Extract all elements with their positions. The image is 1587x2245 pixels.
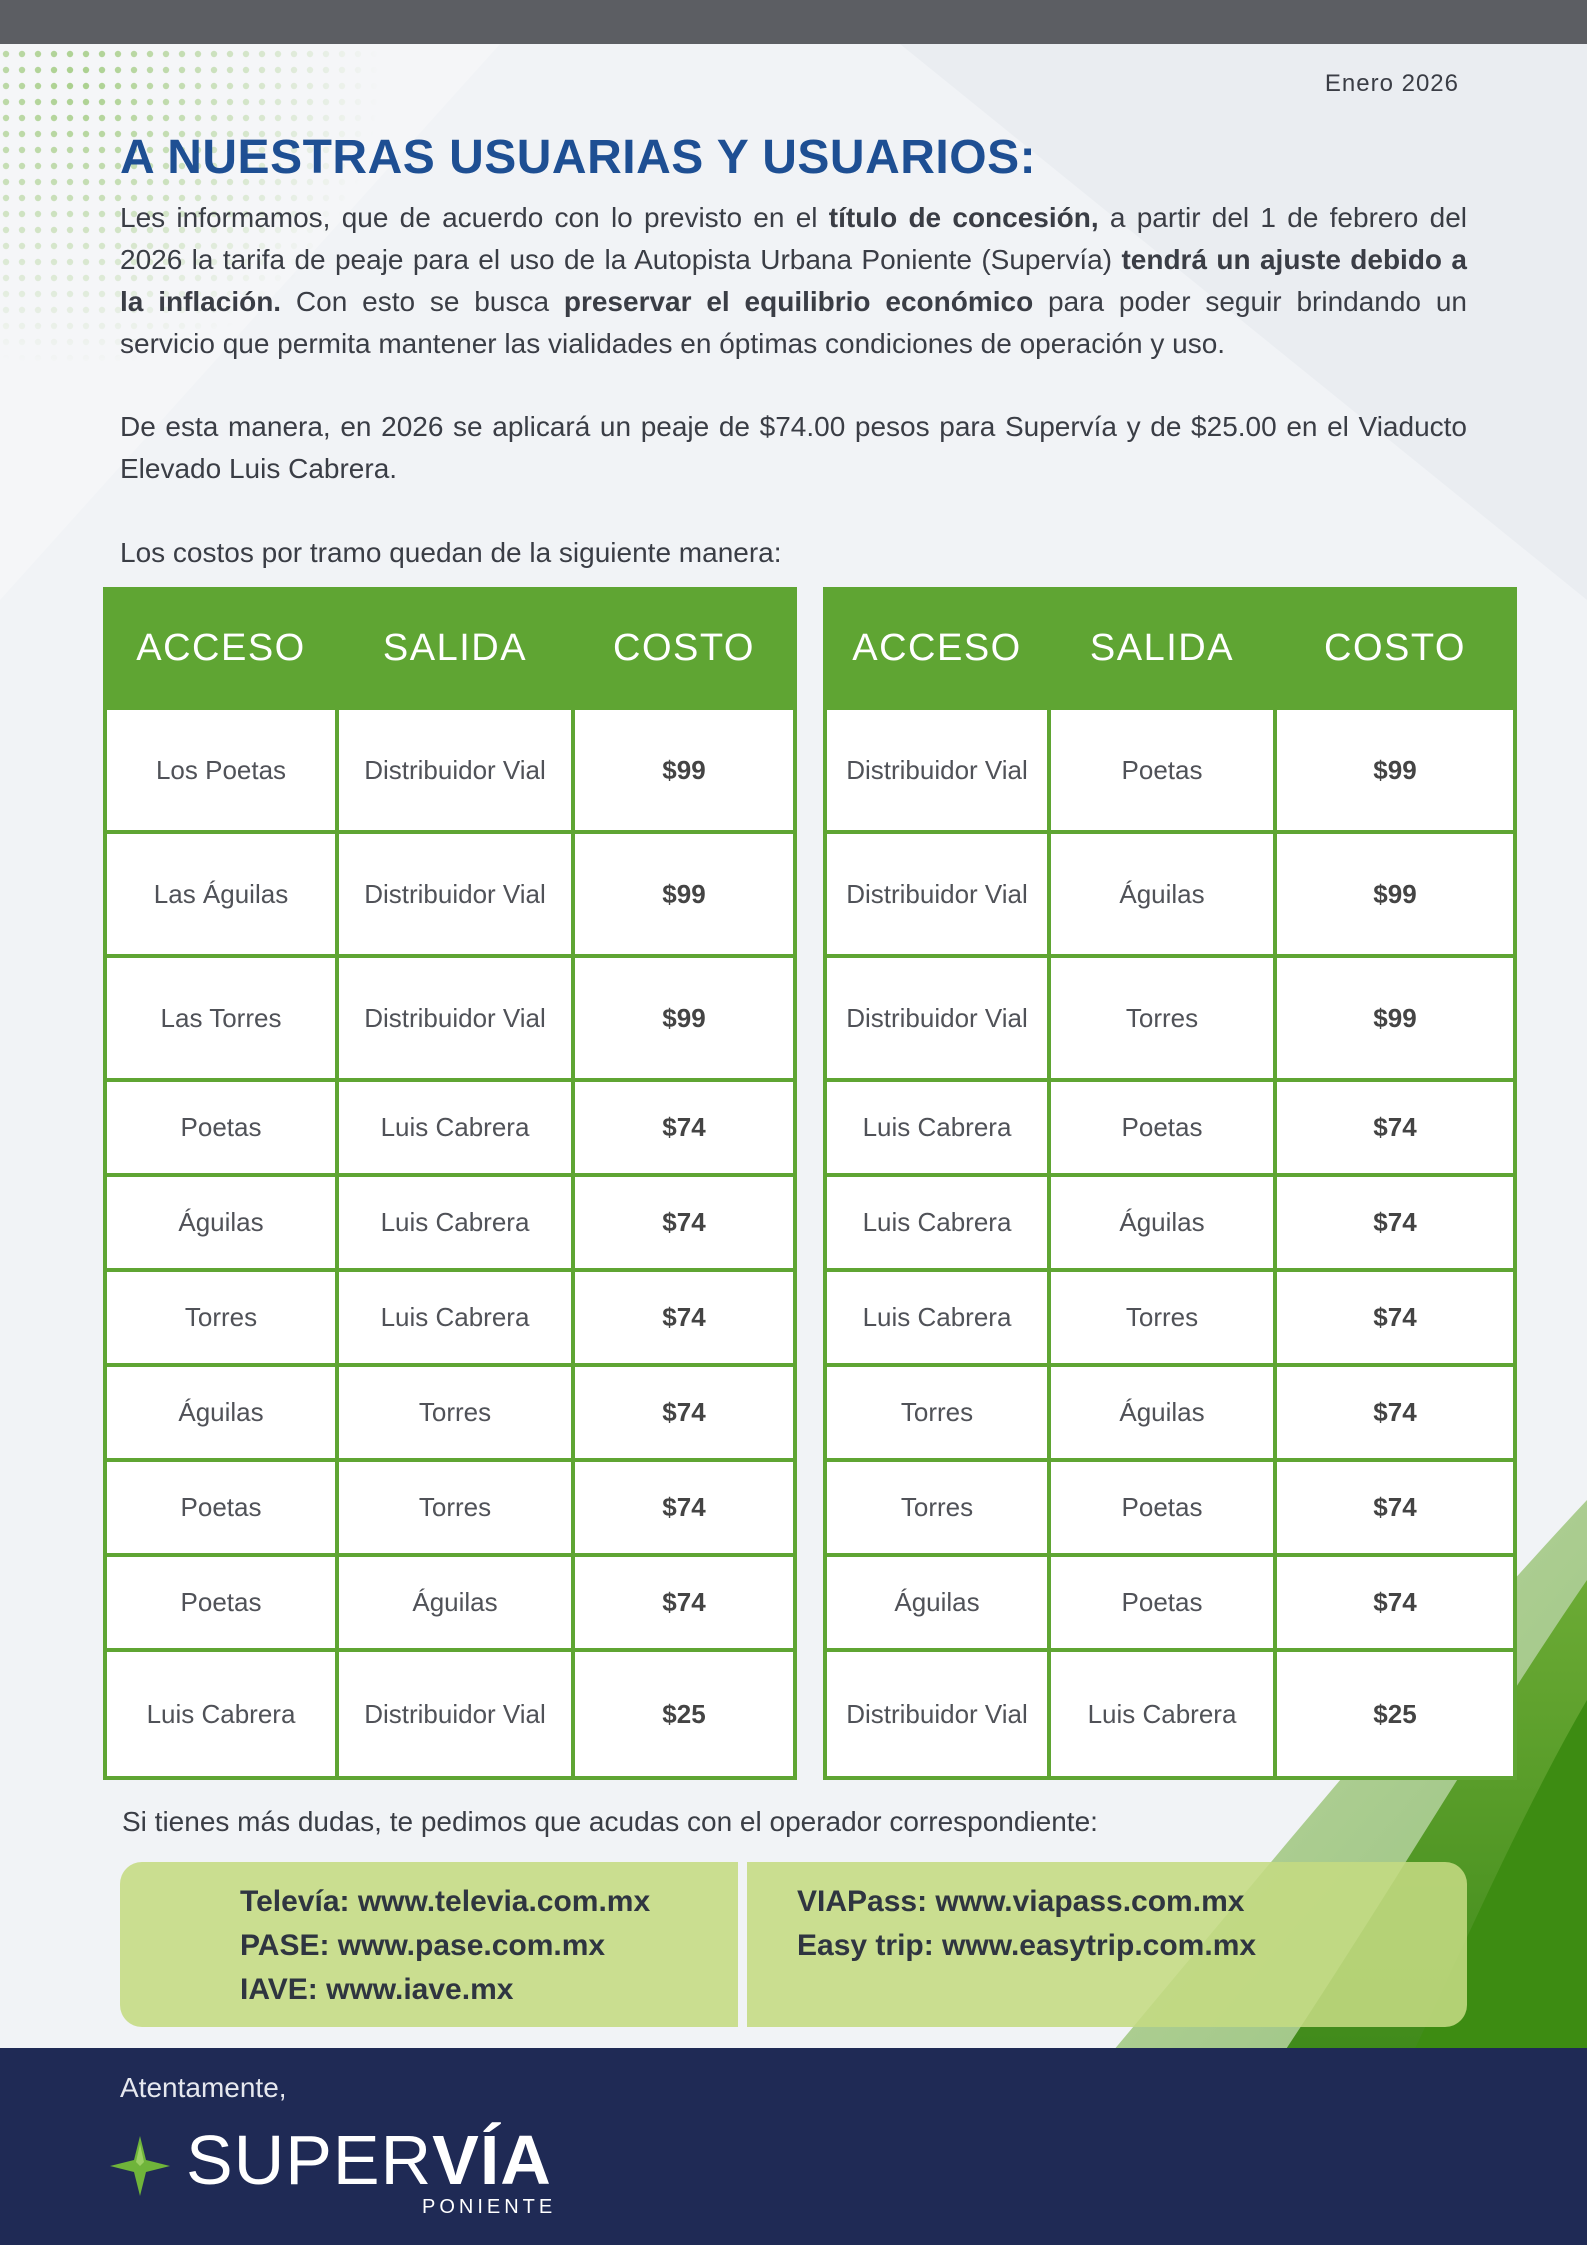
cell-salida: Poetas	[1049, 1460, 1275, 1555]
cell-acceso: Poetas	[105, 1555, 337, 1650]
logo-subtitle: PONIENTE	[422, 2196, 557, 2218]
cell-costo: $74	[573, 1365, 795, 1460]
cell-costo: $99	[573, 832, 795, 956]
table-row	[825, 956, 1515, 1080]
table-row	[105, 1365, 795, 1460]
table-row	[825, 1080, 1515, 1175]
cell-acceso: Las Torres	[105, 956, 337, 1080]
intro-bold-equilibrio: preservar el equilibrio económico	[563, 286, 1034, 317]
intro-text-4: para poder seguir brindando un servicio que permita mantener las vialidades en óptimas condiciones de operación y uso.	[120, 286, 1467, 359]
cell-costo: $74	[1275, 1555, 1515, 1650]
cell-costo: $74	[1275, 1365, 1515, 1460]
cell-costo: $74	[573, 1175, 795, 1270]
cell-salida: Poetas	[1049, 708, 1275, 832]
cell-acceso: Distribuidor Vial	[825, 708, 1049, 832]
header-salida: SALIDA	[1049, 589, 1275, 708]
cell-acceso: Poetas	[105, 1080, 337, 1175]
intro-text-1: Les informamos, que de acuerdo con lo previsto en el	[120, 202, 829, 233]
cell-costo: $99	[573, 708, 795, 832]
operator-link-viapass[interactable]: VIAPass: www.viapass.com.mx	[797, 1885, 1245, 1918]
cell-costo: $74	[573, 1270, 795, 1365]
cell-salida: Poetas	[1049, 1080, 1275, 1175]
cell-acceso: Luis Cabrera	[105, 1650, 337, 1778]
cell-salida: Águilas	[1049, 1175, 1275, 1270]
intro-text-2: a partir del 1 de febrero del 2026 la tarifa de peaje para el uso de la Autopista Urbana Poniente (Supervía)	[120, 202, 1467, 275]
table-row	[105, 1650, 795, 1778]
table-row	[105, 708, 795, 832]
header-acceso: ACCESO	[105, 589, 337, 708]
cell-costo: $74	[573, 1460, 795, 1555]
logo-word-super: SUPER	[186, 2121, 433, 2199]
cell-acceso: Distribuidor Vial	[825, 1650, 1049, 1778]
cell-acceso: Torres	[825, 1460, 1049, 1555]
cell-salida: Distribuidor Vial	[337, 832, 573, 956]
cell-salida: Águilas	[1049, 832, 1275, 956]
cell-acceso: Luis Cabrera	[825, 1080, 1049, 1175]
table-row	[825, 1555, 1515, 1650]
table-row	[105, 1175, 795, 1270]
cell-acceso: Águilas	[105, 1175, 337, 1270]
operator-links-right	[747, 1862, 1467, 2027]
table-row	[825, 1460, 1515, 1555]
operator-link-pase[interactable]: PASE: www.pase.com.mx	[240, 1929, 606, 1962]
cell-costo: $99	[1275, 956, 1515, 1080]
tariff-table-left	[103, 587, 797, 1780]
issue-date: Enero 2026	[1324, 70, 1459, 97]
cell-acceso: Águilas	[825, 1555, 1049, 1650]
cell-salida: Poetas	[1049, 1555, 1275, 1650]
cell-costo: $74	[1275, 1270, 1515, 1365]
cell-salida: Luis Cabrera	[337, 1270, 573, 1365]
table-row	[105, 1555, 795, 1650]
table-row	[105, 1270, 795, 1365]
header-costo: COSTO	[1275, 589, 1515, 708]
cell-acceso: Distribuidor Vial	[825, 832, 1049, 956]
cell-costo: $99	[573, 956, 795, 1080]
table-row	[825, 1650, 1515, 1778]
cell-costo: $74	[1275, 1460, 1515, 1555]
cell-acceso: Luis Cabrera	[825, 1175, 1049, 1270]
header-salida: SALIDA	[337, 589, 573, 708]
cell-salida: Luis Cabrera	[337, 1080, 573, 1175]
cell-costo: $99	[1275, 832, 1515, 956]
intro-text-3: Con esto se busca	[281, 286, 564, 317]
cell-salida: Torres	[1049, 956, 1275, 1080]
cell-costo: $25	[573, 1650, 795, 1778]
cell-acceso: Poetas	[105, 1460, 337, 1555]
table-row	[825, 1175, 1515, 1270]
intro-paragraph	[120, 197, 1467, 365]
cell-acceso: Torres	[105, 1270, 337, 1365]
cross-mark-icon	[110, 2136, 170, 2196]
operator-link-televia[interactable]: Televía: www.televia.com.mx	[240, 1885, 651, 1918]
cell-acceso: Luis Cabrera	[825, 1270, 1049, 1365]
table-row	[825, 832, 1515, 956]
operator-links-left	[120, 1862, 738, 2027]
cell-costo: $74	[1275, 1175, 1515, 1270]
toll-paragraph: De esta manera, en 2026 se aplicará un peaje de $74.00 pesos para Supervía y de $25.00 en el Viaducto Elevado Luis Cabrera.	[120, 411, 1467, 484]
page-title: A NUESTRAS USUARIAS Y USUARIOS:	[120, 131, 1037, 184]
cell-costo: $99	[1275, 708, 1515, 832]
cell-salida: Luis Cabrera	[1049, 1650, 1275, 1778]
cell-salida: Distribuidor Vial	[337, 708, 573, 832]
cell-salida: Águilas	[337, 1555, 573, 1650]
table-intro: Los costos por tramo quedan de la siguiente manera:	[120, 537, 782, 568]
cell-costo: $74	[573, 1080, 795, 1175]
cell-salida: Torres	[337, 1460, 573, 1555]
table-row	[825, 1270, 1515, 1365]
header-acceso: ACCESO	[825, 589, 1049, 708]
cell-costo: $25	[1275, 1650, 1515, 1778]
operator-link-iave[interactable]: IAVE: www.iave.mx	[240, 1973, 514, 2006]
cell-acceso: Las Águilas	[105, 832, 337, 956]
table-row	[105, 1460, 795, 1555]
table-row	[105, 956, 795, 1080]
operator-link-easytrip[interactable]: Easy trip: www.easytrip.com.mx	[797, 1929, 1257, 1962]
sign-off: Atentamente,	[120, 2072, 287, 2103]
table-row	[105, 832, 795, 956]
cell-acceso: Torres	[825, 1365, 1049, 1460]
cell-costo: $74	[573, 1555, 795, 1650]
cell-salida: Águilas	[1049, 1365, 1275, 1460]
contact-intro: Si tienes más dudas, te pedimos que acudas con el operador correspondiente:	[122, 1806, 1098, 1837]
table-row	[825, 708, 1515, 832]
table-row	[105, 1080, 795, 1175]
intro-bold-concesion: título de concesión,	[828, 202, 1099, 233]
tariff-table-right	[823, 587, 1517, 1780]
cell-acceso: Los Poetas	[105, 708, 337, 832]
cell-salida: Torres	[337, 1365, 573, 1460]
cell-acceso: Águilas	[105, 1365, 337, 1460]
cell-salida: Distribuidor Vial	[337, 1650, 573, 1778]
cell-costo: $74	[1275, 1080, 1515, 1175]
logo-word-via: VÍA	[432, 2121, 552, 2199]
table-row	[825, 1365, 1515, 1460]
cell-acceso: Distribuidor Vial	[825, 956, 1049, 1080]
header-costo: COSTO	[573, 589, 795, 708]
cell-salida: Luis Cabrera	[337, 1175, 573, 1270]
cell-salida: Distribuidor Vial	[337, 956, 573, 1080]
supervia-logo	[110, 2120, 630, 2220]
cell-salida: Torres	[1049, 1270, 1275, 1365]
logo-wordmark	[186, 2120, 552, 2200]
intro-bold-ajuste: tendrá un ajuste debido a la inflación.	[120, 244, 1467, 317]
